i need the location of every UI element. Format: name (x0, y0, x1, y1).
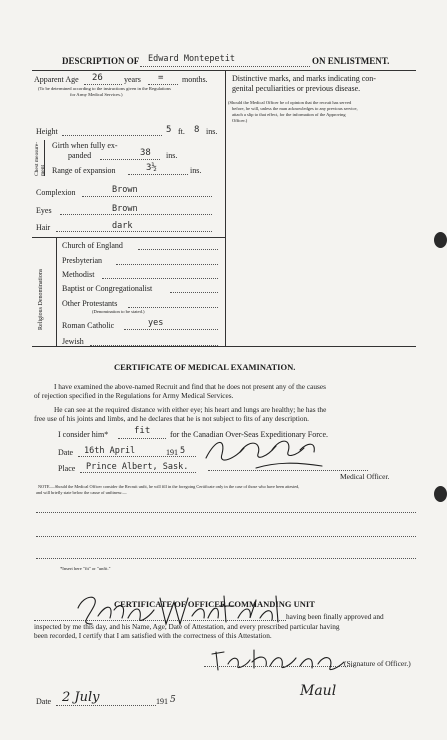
age-note-2: for Army Medical Services.) (70, 92, 123, 97)
commanding-annotation: Maul (300, 683, 337, 699)
commanding-year-prefix: 191 (156, 697, 168, 706)
medical-date-value: 16th April (84, 446, 136, 456)
medical-para2-line2: free use of his joints and limbs, and he declares that he is not subject to fits of any description. (34, 414, 309, 423)
fitness-value: fit (134, 426, 151, 436)
binder-hole-top (434, 232, 447, 248)
religion-label-4: Other Protestants (62, 299, 118, 308)
religion-label-0: Church of England (62, 241, 123, 250)
medical-date-label: Date (58, 448, 74, 457)
commanding-para-1: having been finally approved and (286, 612, 384, 621)
height-inches: 8 (194, 125, 200, 135)
complexion-label: Complexion (36, 188, 76, 197)
religion-label-2: Methodist (62, 270, 95, 279)
medical-year-prefix: 191 (166, 448, 178, 457)
eyes-label: Eyes (36, 206, 52, 215)
marks-note-3: attach a slip to that effect, for the information of the Approving (232, 112, 346, 117)
age-value: 26 (92, 73, 103, 83)
complexion-value: Brown (112, 185, 138, 195)
medical-note-2: and will briefly state below the cause of unfitness:— (36, 490, 127, 495)
eyes-value: Brown (112, 204, 138, 214)
months-value: = (158, 73, 164, 83)
medical-year-suffix: 5 (180, 446, 186, 456)
place-label: Place (58, 464, 76, 473)
chest-label: Chest measure- ment (34, 141, 46, 176)
age-note-1: (To be determined according to the instructions given in the Regulations (38, 86, 171, 91)
years-label: years (124, 75, 141, 84)
force-label: for the Canadian Over-Seas Expeditionary Force. (170, 430, 329, 439)
expansion-label: Range of expansion (52, 166, 116, 175)
religion-value-roman-catholic: yes (148, 318, 164, 328)
heading-suffix: ON ENLISTMENT. (312, 56, 390, 66)
commanding-para-3: been recorded, I certify that I am satisfied with the correctness of this Attestation. (34, 631, 272, 640)
commanding-title: CERTIFICATE OF OFFICER COMMANDING UNIT (114, 599, 315, 609)
commanding-date-label: Date (36, 697, 52, 706)
inches-label: ins. (206, 127, 218, 136)
consider-label: I consider him* (58, 430, 109, 439)
months-label: months. (182, 75, 208, 84)
age-label: Apparent Age (34, 75, 79, 84)
medical-para1-line2: of rejection specified in the Regulations for Army Medical Services. (34, 391, 234, 400)
marks-note-2: before, he will, unless the man acknowledges to any previous service, (232, 106, 358, 111)
height-label: Height (36, 127, 58, 136)
medical-para1-line1: I have examined the above-named Recruit and find that he does not present any of the causes (54, 382, 326, 391)
hair-value: dark (112, 221, 133, 231)
girth-unit: ins. (166, 151, 178, 160)
marks-note-4: Officer.) (232, 118, 248, 123)
place-value: Prince Albert, Sask. (86, 462, 189, 472)
height-feet: 5 (166, 125, 172, 135)
marks-title-2: genital peculiarities or previous disease. (232, 84, 361, 93)
religion-label: Religious Denominations (38, 268, 44, 330)
hair-label: Hair (36, 223, 51, 232)
marks-title-1: Distinctive marks, and marks indicating con- (232, 74, 376, 83)
expansion-unit: ins. (190, 166, 202, 175)
recruit-name: Edward Montepetit (148, 54, 235, 64)
signature-of-officer-label: (Signature of Officer.) (344, 659, 411, 668)
commanding-year-suffix: 5 (170, 695, 176, 705)
medical-officer-signature (196, 428, 366, 476)
marks-note-1: (Should the Medical Officer be of opinion that the recruit has served (228, 100, 352, 105)
commanding-para-2: inspected by me this day, and his Name, Age, Date of Attestation, and every prescribed particular having (34, 622, 340, 631)
medical-title: CERTIFICATE OF MEDICAL EXAMINATION. (114, 362, 296, 372)
medical-footnote: *Insert here "fit" or "unfit." (60, 566, 111, 571)
girth-label-2: panded (68, 151, 92, 160)
girth-value: 38 (140, 148, 151, 158)
medical-para2-line1: He can see at the required distance with either eye; his heart and lungs are healthy; he has the (54, 405, 327, 414)
religion-label-6: Jewish (62, 337, 84, 346)
feet-label: ft. (178, 127, 185, 136)
heading-prefix: DESCRIPTION OF (62, 56, 140, 66)
commanding-date-value: 2 July (62, 690, 100, 705)
commanding-officer-signature (210, 640, 360, 674)
expansion-value: 3½ (146, 163, 157, 173)
medical-officer-label: Medical Officer. (340, 472, 390, 481)
binder-hole-bottom (434, 486, 447, 502)
denomination-note: (Denomination to be stated.) (92, 309, 145, 314)
religion-label-1: Presbyterian (62, 256, 102, 265)
religion-label-3: Baptist or Congregationalist (62, 284, 153, 293)
religion-label-5: Roman Catholic (62, 321, 115, 330)
girth-label-1: Girth when fully ex- (52, 141, 118, 150)
medical-note-1: NOTE.—Should the Medical Officer consider the Recruit unfit, he will fill in the foregoing Certificate only in the case of those who have been attested, (38, 484, 300, 489)
recruit-signature (70, 588, 290, 640)
